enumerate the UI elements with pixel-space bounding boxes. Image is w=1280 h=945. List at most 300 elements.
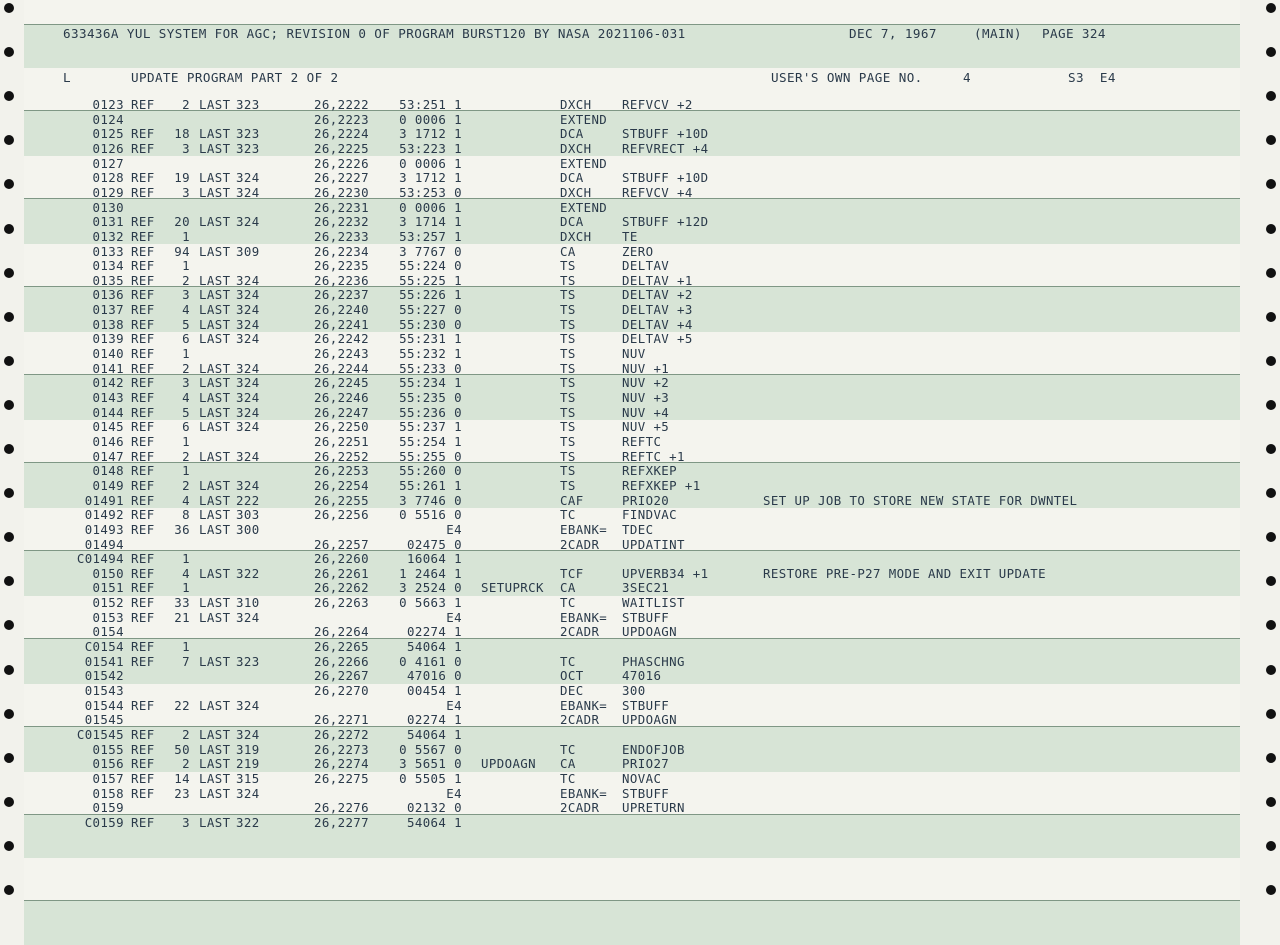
row-address: 26,2267 — [314, 668, 370, 684]
feed-hole — [4, 224, 14, 234]
row-last-page: 323 — [236, 653, 260, 669]
row-last-marker: LAST — [199, 287, 231, 303]
row-line-number: 01491 — [84, 492, 124, 508]
row-last-page: 324 — [236, 448, 260, 464]
feed-hole — [4, 753, 14, 763]
row-last-marker: LAST — [199, 126, 231, 142]
feed-hole — [4, 665, 14, 675]
feed-hole — [4, 135, 14, 145]
row-contents: 55:232 1 — [399, 346, 462, 362]
row-opcode: TS — [560, 360, 576, 376]
row-ref-marker: REF — [131, 477, 155, 493]
row-last-marker: LAST — [199, 770, 231, 786]
row-ref-count: 2 — [182, 97, 190, 112]
row-operand: STBUFF — [622, 609, 670, 625]
row-contents: 0 5663 1 — [399, 595, 462, 611]
feed-hole — [1266, 312, 1276, 322]
row-operand: NUV +2 — [622, 375, 670, 391]
row-contents: 3 1712 1 — [399, 170, 462, 186]
row-last-marker: LAST — [199, 477, 231, 493]
row-ref-count: 2 — [182, 272, 190, 288]
row-line-number: 0127 — [92, 155, 124, 171]
row-line-number: 0139 — [92, 331, 124, 347]
feed-hole — [1266, 841, 1276, 851]
row-last-marker: LAST — [199, 653, 231, 669]
row-last-page: 324 — [236, 419, 260, 435]
row-ref-marker: REF — [131, 595, 155, 611]
row-ref-marker: REF — [131, 521, 155, 537]
row-ref-marker: REF — [131, 653, 155, 669]
row-last-marker: LAST — [199, 492, 231, 508]
row-line-number: 0142 — [92, 375, 124, 391]
feed-hole — [4, 312, 14, 322]
row-contents: 3 1712 1 — [399, 126, 462, 142]
row-ref-marker: REF — [131, 360, 155, 376]
row-ref-marker: REF — [131, 170, 155, 186]
feed-hole — [1266, 576, 1276, 586]
row-opcode: TS — [560, 272, 576, 288]
row-contents: 55:224 0 — [399, 258, 462, 274]
row-ref-marker: REF — [131, 770, 155, 786]
row-last-page: 219 — [236, 756, 260, 772]
row-address: 26,2230 — [314, 184, 370, 200]
row-contents: 1 2464 1 — [399, 565, 462, 581]
row-contents: 3 7767 0 — [399, 243, 462, 259]
row-address: 26,2226 — [314, 155, 370, 171]
row-address: 26,2227 — [314, 170, 370, 186]
row-last-page: 324 — [236, 375, 260, 391]
row-contents: 0 0006 1 — [399, 111, 462, 127]
row-ref-count: 4 — [182, 492, 190, 508]
row-address: 26,2243 — [314, 346, 370, 362]
row-opcode: TS — [560, 316, 576, 332]
row-opcode: TCF — [560, 565, 584, 581]
row-ref-marker: REF — [131, 375, 155, 391]
row-last-page: 324 — [236, 360, 260, 376]
row-contents: 55:226 1 — [399, 287, 462, 303]
row-last-page: 324 — [236, 316, 260, 332]
feed-hole — [1266, 135, 1276, 145]
row-address: 26,2277 — [314, 814, 370, 830]
row-contents: 02274 1 — [406, 712, 462, 728]
row-operand: REFVCV +2 — [622, 97, 693, 112]
row-opcode: DCA — [560, 170, 584, 186]
row-line-number: 0148 — [92, 463, 124, 479]
row-line-number: 0154 — [92, 624, 124, 640]
row-ref-count: 6 — [182, 331, 190, 347]
row-opcode: TS — [560, 375, 576, 391]
row-last-marker: LAST — [199, 316, 231, 332]
row-line-number: 0151 — [92, 580, 124, 596]
row-last-marker: LAST — [199, 521, 231, 537]
row-contents: 55:235 0 — [399, 390, 462, 405]
row-operand: STBUFF +12D — [622, 214, 709, 230]
row-contents: 55:254 1 — [399, 433, 462, 449]
row-last-marker: LAST — [199, 507, 231, 523]
row-line-number: 01543 — [84, 683, 124, 698]
row-last-marker: LAST — [199, 785, 231, 801]
row-operand: REFXKEP — [622, 463, 678, 479]
row-ref-count: 50 — [174, 741, 190, 757]
row-ref-marker: REF — [131, 346, 155, 362]
feed-hole — [4, 356, 14, 366]
row-ref-count: 14 — [174, 770, 190, 786]
row-contents: 55:255 0 — [399, 448, 462, 464]
row-line-number: 0156 — [92, 756, 124, 772]
feed-hole — [1266, 224, 1276, 234]
row-symbol-label: UPDOAGN — [481, 756, 537, 772]
row-opcode: EXTEND — [560, 199, 608, 215]
row-contents: 00454 1 — [406, 683, 462, 698]
row-address: 26,2245 — [314, 375, 370, 391]
row-last-page: 323 — [236, 97, 260, 112]
row-ref-count: 94 — [174, 243, 190, 259]
row-address: 26,2263 — [314, 595, 370, 611]
feed-hole — [4, 576, 14, 586]
row-opcode: TC — [560, 770, 576, 786]
row-ref-marker: REF — [131, 756, 155, 772]
row-ref-count: 3 — [182, 140, 190, 156]
row-opcode: TC — [560, 653, 576, 669]
row-contents: 55:236 0 — [399, 404, 462, 420]
row-opcode: OCT — [560, 668, 584, 684]
row-contents: 53:251 1 — [399, 97, 462, 112]
row-address: 26,2272 — [314, 726, 370, 742]
row-ref-count: 2 — [182, 756, 190, 772]
row-line-number: 0134 — [92, 258, 124, 274]
row-ref-count: 4 — [182, 565, 190, 581]
feed-hole — [1266, 47, 1276, 57]
own-page-label: USER'S OWN PAGE NO. — [771, 70, 923, 85]
row-address: 26,2266 — [314, 653, 370, 669]
greenbar-band — [24, 900, 1240, 945]
row-ref-marker: REF — [131, 331, 155, 347]
row-operand: WAITLIST — [622, 595, 685, 611]
row-ref-count: 19 — [174, 170, 190, 186]
row-address: 26,2244 — [314, 360, 370, 376]
row-ref-count: 33 — [174, 595, 190, 611]
row-operand: DELTAV +3 — [622, 302, 693, 318]
row-opcode: TC — [560, 507, 576, 523]
row-ref-count: 4 — [182, 302, 190, 318]
feed-hole — [1266, 179, 1276, 189]
row-contents: 55:261 1 — [399, 477, 462, 493]
row-address: 26,2231 — [314, 199, 370, 215]
row-last-page: 222 — [236, 492, 260, 508]
row-ref-count: 21 — [174, 609, 190, 625]
row-operand: ZERO — [622, 243, 654, 259]
row-address: 26,2224 — [314, 126, 370, 142]
row-contents: 0 5505 1 — [399, 770, 462, 786]
row-last-marker: LAST — [199, 360, 231, 376]
row-contents: 16064 1 — [406, 551, 462, 567]
feed-hole — [1266, 532, 1276, 542]
row-line-number: C0159 — [84, 814, 124, 830]
row-last-marker: LAST — [199, 609, 231, 625]
row-ref-count: 2 — [182, 477, 190, 493]
row-last-page: 324 — [236, 404, 260, 420]
row-opcode: DCA — [560, 126, 584, 142]
row-last-marker: LAST — [199, 419, 231, 435]
row-address: 26,2273 — [314, 741, 370, 757]
row-opcode: CA — [560, 756, 576, 772]
row-contents: E4 — [446, 609, 462, 625]
row-last-page: 309 — [236, 243, 260, 259]
row-last-page: 324 — [236, 785, 260, 801]
row-ref-count: 1 — [182, 258, 190, 274]
row-ref-marker: REF — [131, 492, 155, 508]
row-opcode: TS — [560, 287, 576, 303]
row-opcode: TS — [560, 302, 576, 318]
row-last-marker: LAST — [199, 565, 231, 581]
row-ref-marker: REF — [131, 243, 155, 259]
row-operand: PRIO20 — [622, 492, 670, 508]
row-opcode: 2CADR — [560, 536, 600, 552]
feed-hole — [4, 885, 14, 895]
row-ref-marker: REF — [131, 272, 155, 288]
row-operand: DELTAV +4 — [622, 316, 693, 332]
row-line-number: 0124 — [92, 111, 124, 127]
row-contents: 55:260 0 — [399, 463, 462, 479]
row-operand: UPVERB34 +1 — [622, 565, 709, 581]
row-last-marker: LAST — [199, 97, 231, 112]
row-opcode: EBANK= — [560, 521, 608, 537]
row-ref-marker: REF — [131, 448, 155, 464]
row-last-marker: LAST — [199, 404, 231, 420]
row-last-page: 300 — [236, 521, 260, 537]
row-address: 26,2236 — [314, 272, 370, 288]
row-operand: UPRETURN — [622, 800, 685, 816]
row-last-page: 315 — [236, 770, 260, 786]
row-operand: DELTAV — [622, 258, 670, 274]
row-address: 26,2253 — [314, 463, 370, 479]
row-symbol-label: SETUPRCK — [481, 580, 544, 596]
row-address: 26,2225 — [314, 140, 370, 156]
row-line-number: 0158 — [92, 785, 124, 801]
row-line-number: C01494 — [76, 551, 124, 567]
row-ref-count: 2 — [182, 448, 190, 464]
row-opcode: TS — [560, 419, 576, 435]
row-contents: 55:231 1 — [399, 331, 462, 347]
row-contents: 0 5567 0 — [399, 741, 462, 757]
row-ref-marker: REF — [131, 126, 155, 142]
row-opcode: DEC — [560, 683, 584, 698]
row-line-number: 01544 — [84, 697, 124, 713]
row-operand: DELTAV +1 — [622, 272, 693, 288]
row-operand: DELTAV +5 — [622, 331, 693, 347]
row-line-number: 0141 — [92, 360, 124, 376]
row-contents: 54064 1 — [406, 639, 462, 655]
row-line-number: 0155 — [92, 741, 124, 757]
row-opcode: DCA — [560, 214, 584, 230]
row-operand: DELTAV +2 — [622, 287, 693, 303]
row-line-number: 0146 — [92, 433, 124, 449]
row-operand: REFVRECT +4 — [622, 140, 709, 156]
row-last-page: 324 — [236, 609, 260, 625]
row-ref-marker: REF — [131, 419, 155, 435]
subheader-left: L — [63, 70, 71, 85]
row-opcode: TS — [560, 390, 576, 405]
row-address: 26,2270 — [314, 683, 370, 698]
row-operand: REFVCV +4 — [622, 184, 693, 200]
feed-hole — [4, 268, 14, 278]
row-address: 26,2250 — [314, 419, 370, 435]
row-last-page: 319 — [236, 741, 260, 757]
row-ref-count: 1 — [182, 463, 190, 479]
feed-hole — [1266, 620, 1276, 630]
row-contents: 47016 0 — [406, 668, 462, 684]
row-address: 26,2275 — [314, 770, 370, 786]
row-ref-marker: REF — [131, 507, 155, 523]
row-opcode: TC — [560, 741, 576, 757]
row-last-page: 303 — [236, 507, 260, 523]
row-line-number: 0159 — [92, 800, 124, 816]
row-opcode: TS — [560, 448, 576, 464]
row-opcode: DXCH — [560, 140, 592, 156]
row-line-number: C0154 — [84, 639, 124, 655]
row-last-marker: LAST — [199, 741, 231, 757]
row-address: 26,2271 — [314, 712, 370, 728]
row-operand: TE — [622, 228, 638, 244]
feed-hole — [4, 709, 14, 719]
listing-section: (MAIN) — [974, 26, 1022, 41]
row-line-number: 01494 — [84, 536, 124, 552]
row-contents: 55:234 1 — [399, 375, 462, 391]
row-ref-marker: REF — [131, 214, 155, 230]
feed-hole — [4, 488, 14, 498]
row-line-number: 0133 — [92, 243, 124, 259]
row-opcode: TS — [560, 258, 576, 274]
row-last-page: 310 — [236, 595, 260, 611]
row-address: 26,2261 — [314, 565, 370, 581]
row-ref-marker: REF — [131, 551, 155, 567]
row-address: 26,2255 — [314, 492, 370, 508]
row-ref-marker: REF — [131, 404, 155, 420]
row-operand: NUV +3 — [622, 390, 670, 405]
row-contents: 55:233 0 — [399, 360, 462, 376]
row-address: 26,2237 — [314, 287, 370, 303]
row-line-number: 01545 — [84, 712, 124, 728]
row-operand: FINDVAC — [622, 507, 678, 523]
row-last-marker: LAST — [199, 390, 231, 405]
row-line-number: 0153 — [92, 609, 124, 625]
row-ref-count: 3 — [182, 814, 190, 830]
row-ref-marker: REF — [131, 785, 155, 801]
row-ref-marker: REF — [131, 565, 155, 581]
row-last-marker: LAST — [199, 697, 231, 713]
feed-hole — [4, 3, 14, 13]
row-line-number: 01493 — [84, 521, 124, 537]
row-contents: 02274 1 — [406, 624, 462, 640]
row-contents: 3 5651 0 — [399, 756, 462, 772]
feed-hole — [1266, 797, 1276, 807]
row-ref-marker: REF — [131, 433, 155, 449]
own-page-number: 4 — [963, 70, 971, 85]
row-last-marker: LAST — [199, 214, 231, 230]
row-opcode: TS — [560, 331, 576, 347]
row-opcode: 2CADR — [560, 624, 600, 640]
row-last-marker: LAST — [199, 726, 231, 742]
row-contents: E4 — [446, 697, 462, 713]
feed-hole — [1266, 356, 1276, 366]
row-last-page: 323 — [236, 126, 260, 142]
listing-title: 633436A YUL SYSTEM FOR AGC; REVISION 0 OF PROGRAM BURST120 BY NASA 2021106-031 — [63, 26, 686, 41]
row-address: 26,2252 — [314, 448, 370, 464]
row-opcode: TS — [560, 346, 576, 362]
row-opcode: 2CADR — [560, 800, 600, 816]
row-operand: STBUFF +10D — [622, 126, 709, 142]
row-operand: UPDOAGN — [622, 712, 678, 728]
row-line-number: 0128 — [92, 170, 124, 186]
row-address: 26,2276 — [314, 800, 370, 816]
program-part: UPDATE PROGRAM PART 2 OF 2 — [131, 70, 339, 85]
row-contents: 0 5516 0 — [399, 507, 462, 523]
listing-page: PAGE 324 — [1042, 26, 1106, 41]
feed-hole — [1266, 268, 1276, 278]
row-opcode: EBANK= — [560, 785, 608, 801]
row-line-number: 0136 — [92, 287, 124, 303]
row-line-number: 0126 — [92, 140, 124, 156]
row-last-page: 324 — [236, 390, 260, 405]
row-line-number: 01542 — [84, 668, 124, 684]
row-ref-marker: REF — [131, 580, 155, 596]
row-ref-count: 1 — [182, 639, 190, 655]
row-last-page: 324 — [236, 272, 260, 288]
row-contents: 55:225 1 — [399, 272, 462, 288]
row-line-number: 0125 — [92, 126, 124, 142]
row-ref-count: 3 — [182, 375, 190, 391]
row-contents: 55:227 0 — [399, 302, 462, 318]
feed-hole — [1266, 885, 1276, 895]
row-operand: STBUFF +10D — [622, 170, 709, 186]
row-operand: NUV +5 — [622, 419, 670, 435]
row-operand: REFTC — [622, 433, 662, 449]
row-address: 26,2240 — [314, 302, 370, 318]
row-opcode: DXCH — [560, 97, 592, 112]
row-opcode: DXCH — [560, 228, 592, 244]
row-contents: 02475 0 — [406, 536, 462, 552]
row-ref-count: 8 — [182, 507, 190, 523]
row-ref-marker: REF — [131, 97, 155, 112]
feed-hole — [1266, 709, 1276, 719]
row-address: 26,2235 — [314, 258, 370, 274]
row-opcode: CA — [560, 243, 576, 259]
row-ref-marker: REF — [131, 316, 155, 332]
row-contents: 54064 1 — [406, 814, 462, 830]
feed-hole — [4, 532, 14, 542]
row-ref-count: 2 — [182, 360, 190, 376]
row-opcode: EBANK= — [560, 609, 608, 625]
row-line-number: 0138 — [92, 316, 124, 332]
row-last-marker: LAST — [199, 170, 231, 186]
row-last-marker: LAST — [199, 184, 231, 200]
feed-hole — [4, 620, 14, 630]
row-opcode: TS — [560, 404, 576, 420]
row-last-marker: LAST — [199, 595, 231, 611]
row-operand: 300 — [622, 683, 646, 698]
row-address: 26,2241 — [314, 316, 370, 332]
row-operand: REFTC +1 — [622, 448, 685, 464]
row-contents: 3 2524 0 — [399, 580, 462, 596]
row-last-page: 323 — [236, 140, 260, 156]
row-contents: 53:253 0 — [399, 184, 462, 200]
row-last-marker: LAST — [199, 302, 231, 318]
row-opcode: TC — [560, 595, 576, 611]
section-code: S3 E4 — [1068, 70, 1116, 85]
feed-hole — [4, 444, 14, 454]
row-ref-count: 5 — [182, 404, 190, 420]
row-ref-marker: REF — [131, 390, 155, 405]
